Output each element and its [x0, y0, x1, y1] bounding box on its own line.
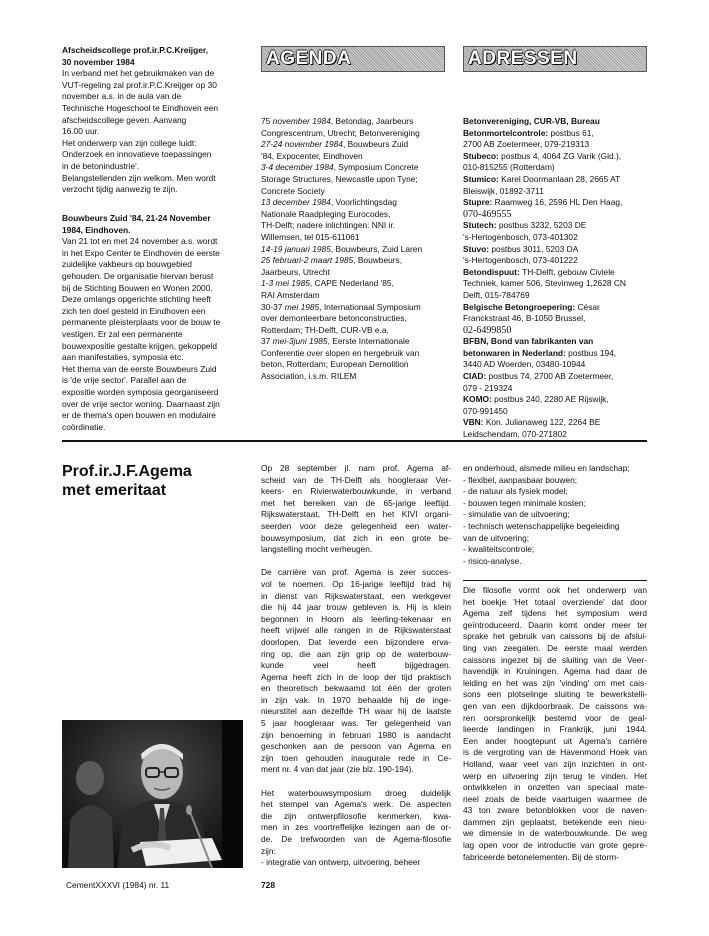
text-line: sons een plotselinge sluiting te bewerkstelli-	[463, 689, 647, 700]
text-line: - kwaliteitscontrole;	[463, 544, 535, 555]
text-line: Belangstellenden zijn welkom. Men wordt	[62, 172, 216, 183]
text-run: mei-3juni 1985	[272, 336, 328, 347]
text-line	[261, 209, 451, 221]
text-line: lag open voor de introductie van grote gepre-	[463, 840, 647, 851]
text-run: Nationale Raadpleging Eurocodes,	[261, 208, 391, 219]
text-run: Stupre:	[463, 197, 495, 208]
text-line	[261, 255, 451, 267]
text-run: TH-Delft; nadere inlichtingen: NNI ir.	[261, 220, 396, 231]
text-run: Raamweg 16, 2596 HL Den Haag,	[494, 197, 623, 208]
article-column-right	[463, 585, 647, 863]
text-line: nieurstitel aan dezelfde TH waar hij de laatste	[261, 706, 451, 717]
text-run: november 1984	[272, 116, 331, 126]
text-line: we dimensie in de waterbouwkunde. De weg	[463, 828, 647, 839]
text-line	[261, 267, 451, 279]
text-run: postbus 194,	[568, 347, 617, 358]
text-line	[463, 209, 653, 221]
text-run: , CAPE Nederland '85,	[309, 278, 394, 289]
text-line: De carrière van prof. Agema is zeer succes-	[261, 567, 451, 578]
text-line: Het thema van de eerste Bouwbeurs Zuid	[62, 363, 217, 374]
text-run: 37	[261, 336, 273, 347]
text-line: afscheidscollege geven. Aanvang	[62, 114, 187, 125]
text-line: coördinatie.	[62, 421, 106, 432]
agenda-heading: AGENDA	[261, 46, 445, 72]
text-line	[463, 278, 653, 290]
text-line	[261, 244, 451, 256]
text-line: zijn:	[261, 845, 276, 856]
text-line	[463, 197, 653, 209]
text-run: Karel Doormanlaan 28, 2665 AT	[501, 173, 621, 184]
article-title-line-1: Prof.ir.J.F.Agema	[62, 463, 192, 480]
text-line	[463, 359, 653, 371]
adressen-list	[463, 116, 653, 441]
text-run: postbus 240, 2280 AE Rijswijk,	[494, 394, 609, 405]
text-run: 3-4 december 1984	[261, 162, 334, 173]
text-run: beton, Rotterdam; European Demolition	[261, 359, 409, 370]
text-run: TH-Delft, gebouw Civiele	[522, 266, 615, 277]
text-run: 13 december 1984	[261, 197, 331, 208]
text-run: , Voorlichtingsdag	[330, 197, 397, 208]
text-line: 16.00 uur.	[62, 126, 100, 137]
text-line: zijn toen gehouden inaugurale rede in Ce-	[261, 752, 451, 763]
text-line: kunde veel heeft bijgedragen.	[261, 660, 451, 671]
text-line: ting van zeegaten. De eerste maal werden	[463, 642, 647, 653]
text-line: lieerde landingen in Frankrijk, juni 1944.	[463, 724, 647, 735]
text-line	[463, 232, 653, 244]
text-line: Het waterbouwsymposium droeg duidelijk	[261, 787, 451, 798]
text-line: in het Expo Center te Eindhoven de eerste	[62, 247, 220, 258]
text-line: fabriceerde betonelementen. Bij de storm-	[463, 851, 619, 862]
text-run: postbus 3232, 5203 DE	[498, 220, 587, 231]
text-line: in de betonindustrie'.	[62, 160, 140, 171]
text-run: , Bouwbeurs Zuid	[342, 139, 409, 150]
text-line: aan manifestaties, symposia etc.	[62, 352, 184, 363]
text-line: en theoretisch bekwaamd tot één der groten	[261, 683, 451, 694]
text-line: van de uitvoering;	[463, 532, 530, 543]
text-line: zuidelijke vakbeurs op bouwgebied	[62, 259, 192, 270]
text-run: Stumico:	[463, 173, 502, 184]
text-line	[463, 394, 653, 406]
text-line: bouwsymposium, dat zich in een grote be-	[261, 532, 451, 543]
text-line: langstelling mocht verheugen.	[261, 544, 373, 555]
text-run: postbus 74, 2700 AB Zoetermeer,	[488, 371, 614, 382]
text-line: er de thema's open bouwen en modulaire	[62, 410, 216, 421]
text-line	[463, 151, 653, 163]
text-line: Agema heeft zich in de loop der tijd praktisch	[261, 671, 451, 682]
text-line: Op 28 september jl. nam prof. Agema af-	[261, 463, 451, 473]
text-line	[463, 383, 653, 395]
text-line: Het onderwerp van zijn college luidt:	[62, 137, 197, 148]
text-run: KOMO:	[463, 394, 495, 405]
text-line: seerden voor deze gelegenheid een water-	[261, 520, 451, 531]
text-line: permanente pleisterplaats voor de bouw te	[62, 317, 221, 328]
text-run: Stubeco:	[463, 150, 502, 161]
text-run: Delft, 015-784769	[463, 289, 530, 300]
announcement-bouwbeurs	[62, 213, 244, 433]
text-run: Rotterdam; TH-Delft, CUR-VB e.a.	[261, 324, 389, 335]
text-run: postbus 3011, 5203 DA	[491, 243, 579, 254]
text-run: Leidschendam, 070-271802	[463, 429, 567, 440]
text-line: - integratie van ontwerp, uitvoering, beheer	[261, 857, 421, 868]
agenda-list	[261, 116, 451, 383]
portrait-photo	[62, 720, 243, 868]
text-run: Betonmortelcontrole:	[463, 127, 551, 138]
article-title	[62, 462, 192, 500]
text-line: zich ten doel gesteld in Eindhoven een	[62, 305, 206, 316]
text-line	[261, 336, 451, 348]
text-line	[261, 139, 451, 151]
text-line	[463, 174, 653, 186]
text-run: Franckstraat 46, B-1050 Brussel,	[463, 313, 586, 324]
text-run: , Bouwbeurs,	[353, 255, 403, 266]
text-line: In verband met het gebruikmaken van de	[62, 68, 215, 79]
text-line: ren oorspronkelijk bestemd voor de geal-	[463, 712, 647, 723]
text-line	[463, 220, 653, 232]
text-run: 070-469555	[463, 208, 512, 220]
text-line: die hij 44 jaar trouw gebleven is. Hij is klein	[261, 602, 451, 613]
text-line: verzocht tijdig aanwezig te zijn.	[62, 184, 178, 195]
text-line: vestigen. Er zal een permanente	[62, 328, 183, 339]
text-run: 02-6499850	[463, 324, 512, 336]
text-line: ring op, die aan zijn grip op de waterbouw-	[261, 648, 451, 659]
text-run: 's-Hertogenbosch, 073-401222	[463, 255, 578, 266]
text-run: 27-24	[261, 139, 285, 150]
text-run: Concrete Society	[261, 185, 325, 196]
text-line	[261, 162, 451, 174]
text-line: die zijn ontwerpfilosofie kenmerken, kwa-	[261, 810, 451, 821]
text-line: ment nr. 4 van dat jaar (zie blz. 190-194).	[261, 764, 414, 775]
text-line: de. De trefwoorden van de Agema-filosofie	[261, 834, 451, 844]
text-line	[463, 336, 653, 348]
text-line: caissons ingezet bij de sluiting van de Veer-	[463, 654, 647, 665]
text-line	[261, 220, 451, 232]
text-run: Conferentie over slopen en hergebruik van	[261, 347, 420, 358]
text-line: Die filosofie vormt ook het onderwerp van	[463, 585, 647, 595]
announcement-afscheidscollege	[62, 45, 244, 196]
text-line	[261, 290, 451, 302]
text-line: - bouwen tegen minimale kosten;	[463, 497, 586, 508]
text-line	[261, 359, 451, 371]
text-line	[463, 128, 653, 140]
text-line: het boekje 'Het totaal overziende' dat door	[463, 596, 647, 607]
text-line: ontwikkelen in onzetten van speciaal mate-	[463, 782, 647, 793]
text-line: met het bereiken van de 65-jarige leeftijd.	[261, 497, 451, 508]
text-line: rieel zoals de beide vaartuigen waarmee de	[463, 793, 647, 804]
text-run: Betondispuut:	[463, 266, 523, 277]
text-run: Betonvereniging, CUR-VB, Bureau	[463, 116, 600, 126]
text-run: , Internationaal Symposium	[319, 301, 421, 312]
text-line: Een ander hoogtepunt uit Agema's carrière	[463, 735, 647, 746]
text-line: Holland, waar veel van zijn inzichten in ont-	[463, 758, 647, 769]
text-line: vol te noemen. Op 16-jarige leeftijd trad hij	[261, 578, 451, 589]
text-line	[261, 371, 451, 383]
text-line	[463, 313, 653, 325]
text-line: Van 21 tot en met 24 november a.s. wordt	[62, 236, 218, 247]
text-run: 010-815255 (Rotterdam)	[463, 162, 555, 173]
text-run: CIAD:	[463, 371, 489, 382]
text-line	[261, 776, 451, 788]
text-line	[463, 267, 653, 279]
footer-journal: CementXXXVI (1984) nr. 11	[66, 880, 170, 890]
text-run: Jaarbeurs, Utrecht	[261, 266, 330, 277]
text-line: - technisch wetenschappelijke begeleiding	[463, 520, 620, 531]
text-line	[261, 116, 451, 128]
text-run: Stuvo:	[463, 243, 492, 254]
text-run: mei 1985	[284, 301, 320, 312]
text-line	[463, 290, 653, 302]
text-line	[463, 162, 653, 174]
text-line	[261, 232, 451, 244]
text-line	[463, 371, 653, 383]
text-line: keers- en Rivierwaterbouwkunde, in verband	[261, 486, 451, 497]
text-line	[463, 417, 653, 429]
text-line: havendijk in Kruiningen. Agema had daar de	[463, 666, 647, 677]
text-line: november a.s. in de aula van de	[62, 91, 182, 102]
text-line: in dienst van Rijkswaterstaat, een werkgever	[261, 590, 451, 601]
text-line: 43 ton zware betonblokken voor de naven-	[463, 805, 647, 816]
text-run: , Betondag, Jaarbeurs	[330, 116, 414, 126]
text-line: is 'de vrije sector'. Parallel aan de	[62, 375, 187, 386]
text-line: werp en uitvoering zijn terug te vinden. Het	[463, 770, 647, 781]
text-line: heeft vrijwel alle rangen in de Rijkswaterstaat	[261, 625, 451, 636]
text-line	[463, 302, 653, 314]
text-line	[463, 186, 653, 198]
text-run: RAI Amsterdam	[261, 289, 320, 300]
text-line: begonnen in Hoorn als leerling-tekenaar en	[261, 613, 451, 624]
text-line: doorlopen. Dat leverde een bijzondere erva-	[261, 636, 451, 647]
text-line: leiding en het was zijn 'vinding' om met cais-	[463, 677, 647, 688]
right-col-rule	[463, 580, 647, 581]
text-line: geïntroduceerd. Daarin komt onder meer ter	[463, 619, 647, 630]
text-line: - flexibel, aanpasbaar bouwen;	[463, 474, 578, 485]
text-line	[463, 429, 653, 441]
text-run: 3440 AD Woerden, 03480-10944	[463, 359, 586, 370]
article-title-line-2: met emeritaat	[62, 482, 167, 499]
text-line	[261, 325, 451, 337]
text-line	[261, 302, 451, 314]
text-line	[261, 128, 451, 140]
text-line: scheid van de TH-Delft als hoogleraar Ver-	[261, 474, 451, 485]
text-line: 5 jaar hoogleraar was. Ter gelegenheid van	[261, 718, 451, 729]
text-line: het stempel van Agema's werk. De aspecten	[261, 799, 451, 810]
text-run: Willemsen, tel 015-611061	[261, 231, 360, 242]
text-line: in zijn vak. In 1970 behaalde hij de inge-	[261, 694, 451, 705]
text-run: 2700 AB Zoetermeer, 079-219313	[463, 139, 590, 150]
text-run: postbus 4, 4064 ZG Varik (Gld.),	[501, 150, 622, 161]
text-line	[463, 406, 653, 418]
text-line: 30 november 1984	[62, 56, 135, 67]
text-line	[463, 139, 653, 151]
text-line	[463, 116, 653, 128]
text-line: over de vrije sector woning. Daarnaast zijn	[62, 398, 220, 409]
text-run: 25 februari-2 maart 1985	[261, 255, 354, 266]
text-line: bouwexpositie gestalte krijgen, gekoppeld	[62, 340, 218, 351]
text-run: Association, i.s.m. RILEM	[261, 371, 357, 382]
text-run: 14-19 januari 1985	[261, 243, 331, 254]
text-line: expositie worden symposia georganiseerd	[62, 386, 219, 397]
text-run: betonwaren in Nederland:	[463, 347, 569, 358]
text-line	[261, 556, 451, 568]
text-line	[463, 348, 653, 360]
text-run: november 1984	[284, 139, 343, 150]
text-line: is de vergroting van de Havenmond Hoek van	[463, 747, 647, 758]
text-run: 1-3 mei 1985	[261, 278, 310, 289]
text-line: - simulatie van de uitvoering;	[463, 509, 570, 520]
text-line: gen van een dijkdoorbraak. De caissons wa-	[463, 700, 647, 711]
text-run: Storage Structures, Newcastle upon Tyne;	[261, 173, 418, 184]
text-line: Bouwbeurs Zuid '84, 21-24 November	[62, 213, 211, 223]
text-line	[463, 255, 653, 267]
text-run: 079 - 219324	[463, 382, 513, 393]
text-run: , Bouwbeurs, Zuid Laren	[330, 243, 423, 254]
text-line	[261, 348, 451, 360]
text-line: Deze omlangs opgerichte stichting heeft	[62, 294, 211, 305]
text-line: - de natuur als fysiek model;	[463, 486, 568, 497]
text-run: 30-37	[261, 301, 285, 312]
text-line	[261, 313, 451, 325]
text-line: Technische Hogeschool te Eindhoven een	[62, 102, 218, 113]
article-column-middle	[261, 463, 451, 869]
text-line: sprake het gebruik van caissons bij de afslui-	[463, 631, 647, 642]
text-run: Stutech:	[463, 220, 499, 231]
text-run: Belgische Betongroepering:	[463, 301, 578, 312]
text-line: VUT-regeling zal prof.ir.P.C.Kreijger op 30	[62, 79, 217, 90]
text-line: Rijkswaterstaat, TH-Delft en het KIVI organi-	[261, 509, 451, 520]
text-line	[261, 278, 451, 290]
text-line: en onderhoud, alsmede milieu en landschap;	[463, 463, 630, 473]
text-line: Onderzoek en innovatieve toepassingen	[62, 149, 212, 160]
text-line	[463, 244, 653, 256]
footer-page-number: 728	[261, 880, 275, 890]
article-column-right-list	[463, 463, 653, 567]
text-line: Agema zelf tijdens het symposium werd	[463, 608, 647, 619]
text-run: César	[577, 301, 600, 312]
text-run: postbus 61,	[550, 127, 594, 138]
text-line: zijn benoeming in februari 1980 is aandacht	[261, 729, 451, 740]
adressen-heading: ADRESSEN	[463, 46, 647, 72]
text-run: , Symposium Concrete	[333, 162, 419, 173]
text-line	[261, 151, 451, 163]
text-line	[261, 174, 451, 186]
text-line: dammen zijn geplaatst, betekende een nieu-	[463, 816, 647, 827]
text-run: Bleiswijk, 01892-3711	[463, 185, 544, 196]
text-line	[261, 197, 451, 209]
text-run: VBN:	[463, 417, 486, 428]
text-line	[261, 186, 451, 198]
text-line	[463, 325, 653, 337]
text-run: BFBN, Bond van fabrikanten van	[463, 336, 594, 347]
text-line: bij de Stichting Bouwen en Wonen 2000.	[62, 282, 213, 293]
text-line: Afscheidscollege prof.ir.P.C.Kreijger,	[62, 45, 208, 55]
text-line: men in zes voortreffelijke lezingen aan de or-	[261, 822, 451, 833]
text-run: 070-991450	[463, 405, 508, 416]
text-run: , Eerste Internationale	[327, 336, 410, 347]
text-line: gehouden. De organisatie hiervan berust	[62, 270, 214, 281]
text-run: Congrescentrum, Utrecht; Betonvereniging	[261, 127, 420, 138]
text-line: - risico-analyse.	[463, 555, 522, 566]
text-run: Techniek, kamer 506, Stevinweg 1,2628 CN	[463, 278, 626, 289]
text-run: 's-Hertogenbosch, 073-401302	[463, 231, 578, 242]
text-run: over demonteerbare betonconstructies,	[261, 313, 407, 324]
text-run: '84, Expocenter, Eindhoven	[261, 150, 363, 161]
text-run: 75	[261, 116, 273, 126]
section-divider	[62, 440, 647, 442]
text-run: Kon. Julianaweg 122, 2264 BE	[485, 417, 601, 428]
text-line: geschonken aan de persoon van Agema en	[261, 741, 451, 752]
text-line: 1984, Eindhoven.	[62, 224, 131, 235]
